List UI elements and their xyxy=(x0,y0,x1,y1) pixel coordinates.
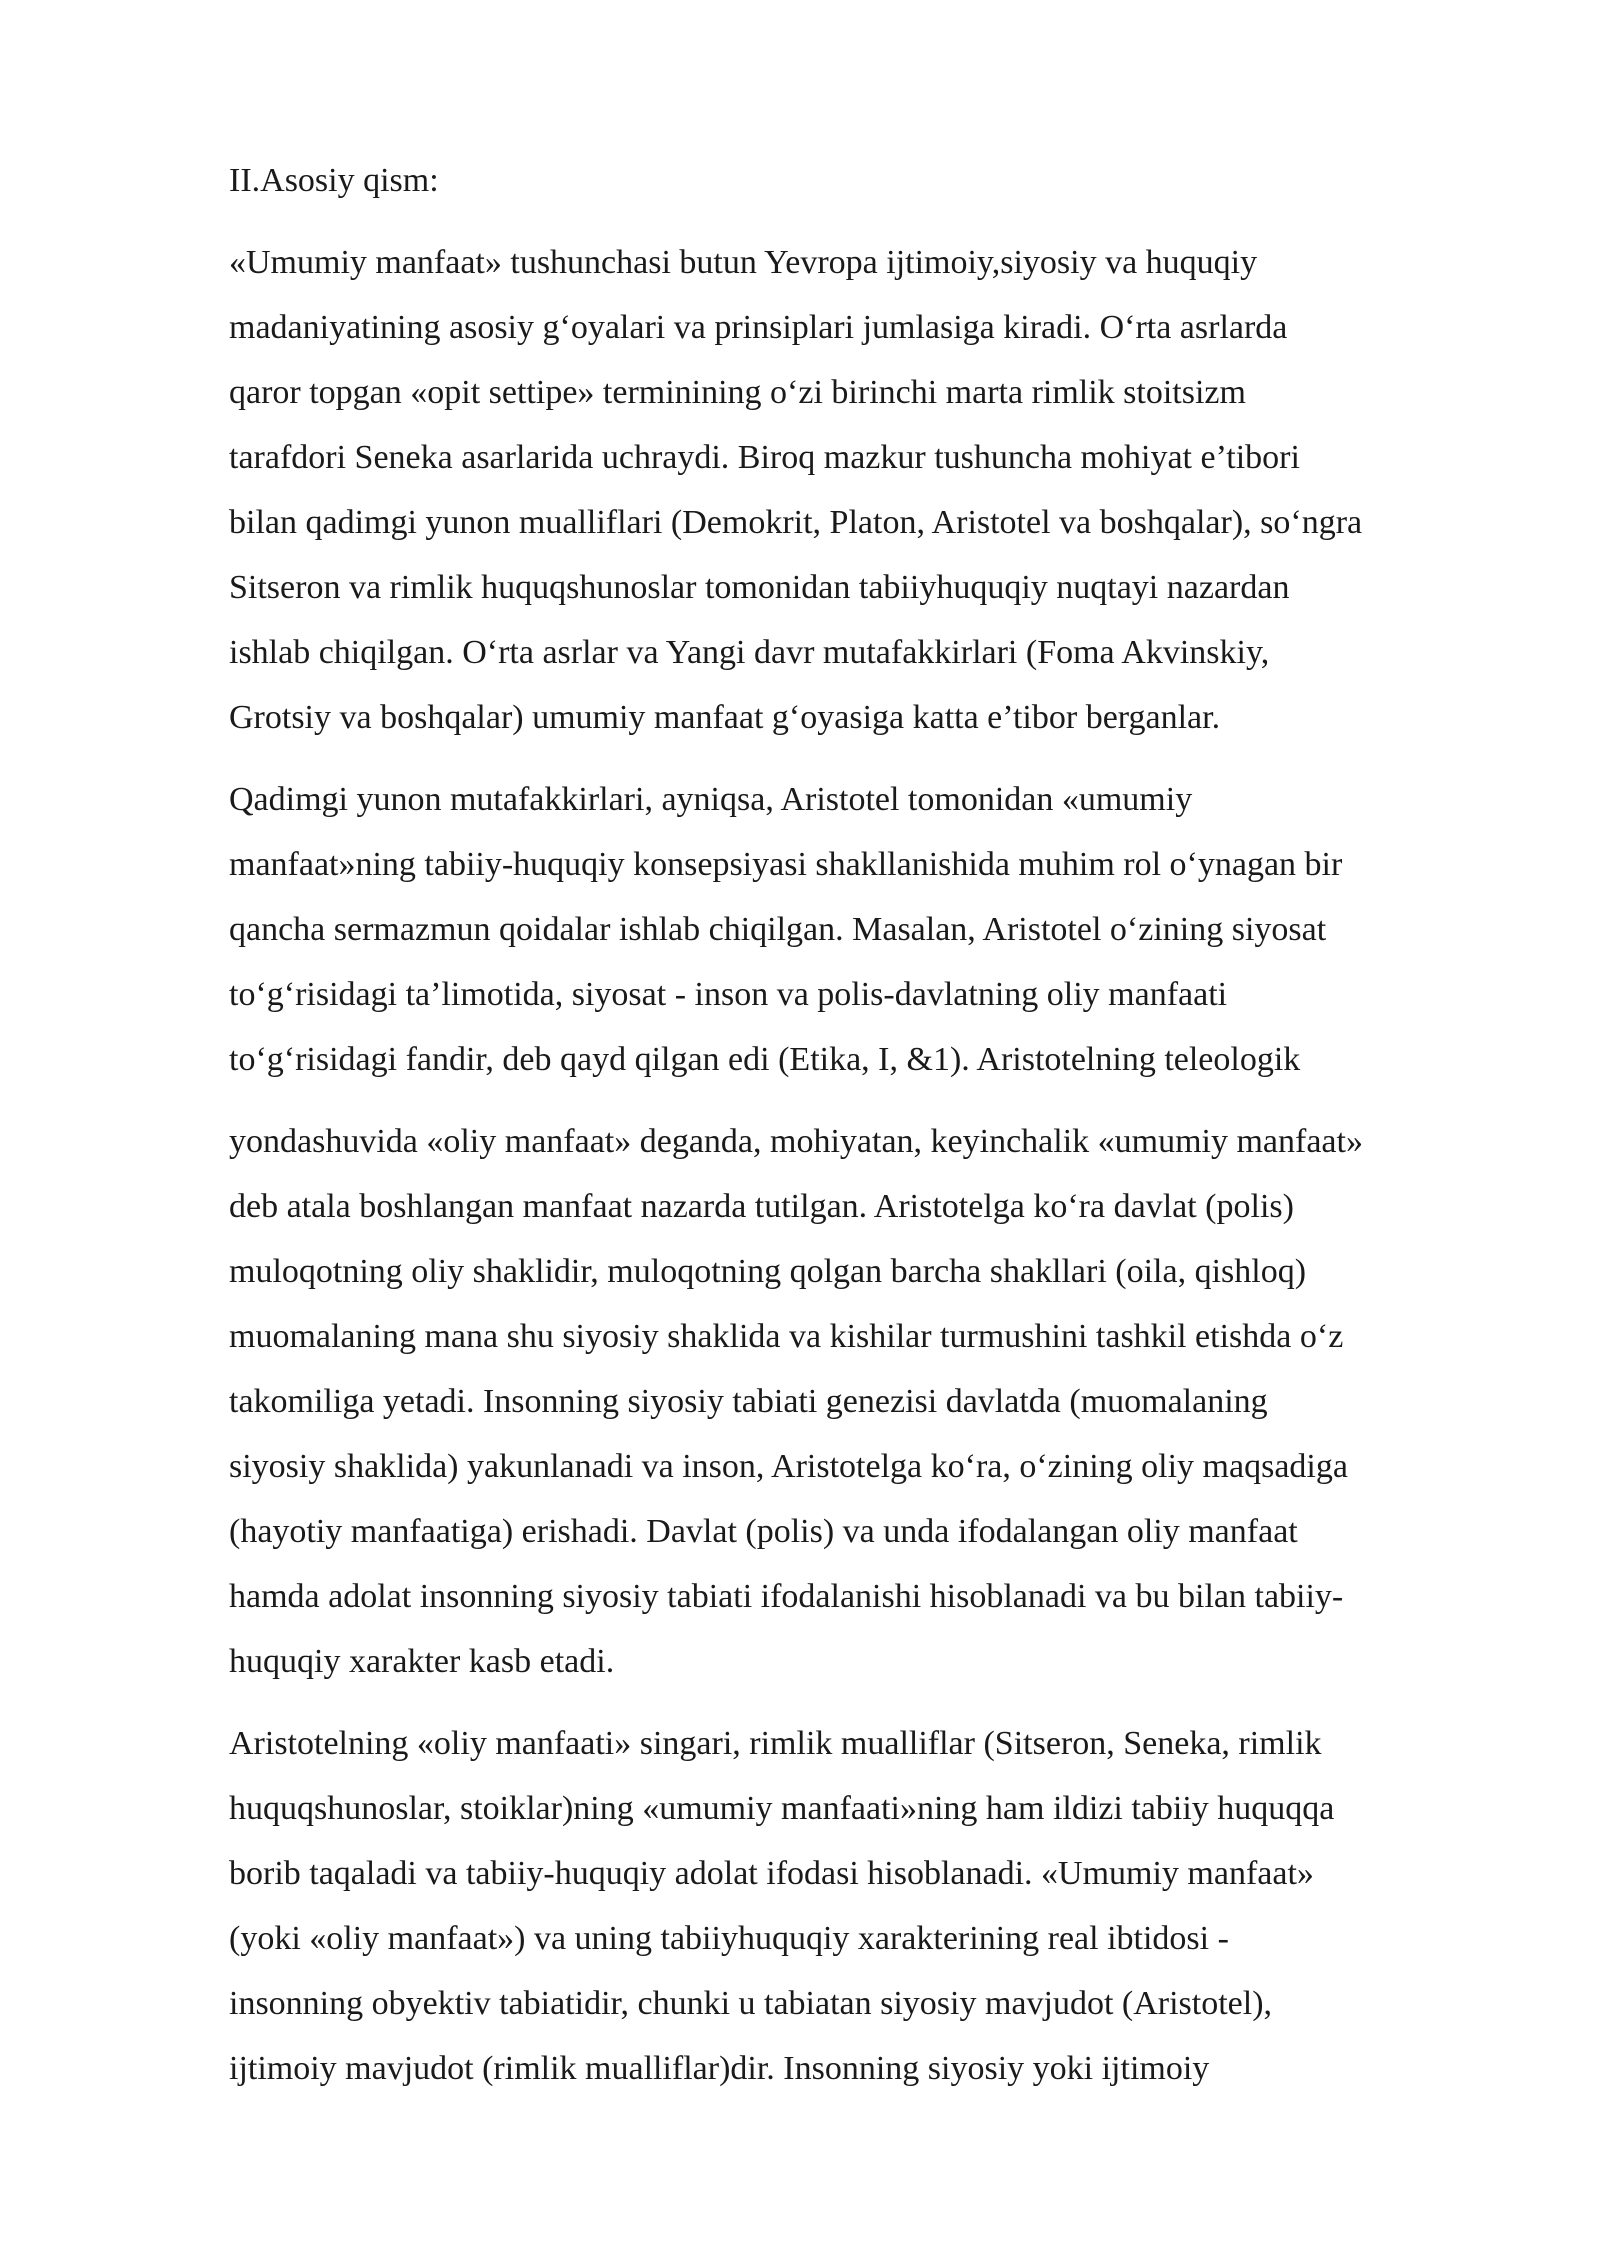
text-line: hamda adolat insonning siyosiy tabiati ifodalanishi hisoblanadi va bu bilan tabiiy- xyxy=(229,1578,1344,1615)
text-line: ijtimoiy mavjudot (rimlik mualliflar)dir. Insonning siyosiy yoki ijtimoiy xyxy=(229,2050,1210,2087)
section-heading: II.Asosiy qism: xyxy=(229,162,439,199)
text-line: deb atala boshlangan manfaat nazarda tutilgan. Aristotelga ko‘ra davlat (polis) xyxy=(229,1188,1294,1225)
text-line: manfaat»ning tabiiy-huquqiy konsepsiyasi shakllanishida muhim rol o‘ynagan bir xyxy=(229,846,1343,883)
text-line: takomiliga yetadi. Insonning siyosiy tabiati genezisi davlatda (muomalaning xyxy=(229,1383,1268,1420)
text-line: «Umumiy manfaat» tushunchasi butun Yevropa ijtimoiy,siyosiy va huquqiy xyxy=(229,244,1258,281)
text-line: Aristotelning «oliy manfaati» singari, rimlik mualliflar (Sitseron, Seneka, rimlik xyxy=(229,1725,1322,1762)
text-line: siyosiy shaklida) yakunlanadi va inson, Aristotelga ko‘ra, o‘zining oliy maqsadiga xyxy=(229,1448,1348,1485)
text-line: borib taqaladi va tabiiy-huquqiy adolat ifodasi hisoblanadi. «Umumiy manfaat» xyxy=(229,1855,1314,1892)
text-line: muomalaning mana shu siyosiy shaklida va kishilar turmushini tashkil etishda o‘z xyxy=(229,1318,1344,1355)
text-line: huquqiy xarakter kasb etadi. xyxy=(229,1643,615,1680)
document-body xyxy=(229,148,1489,2118)
paragraph-2 xyxy=(229,767,1489,1092)
text-line: (yoki «oliy manfaat») va uning tabiiyhuquqiy xarakterining real ibtidosi - xyxy=(229,1920,1229,1957)
text-line: ishlab chiqilgan. O‘rta asrlar va Yangi davr mutafakkirlari (Foma Akvinskiy, xyxy=(229,634,1270,671)
text-line: bilan qadimgi yunon mualliflari (Demokrit, Platon, Aristotel va boshqalar), so‘ngra xyxy=(229,504,1363,541)
text-line: to‘g‘risidagi fandir, deb qayd qilgan edi (Etika, I, &1). Aristotelning teleologik xyxy=(229,1041,1301,1078)
text-line: qancha sermazmun qoidalar ishlab chiqilgan. Masalan, Aristotel o‘zining siyosat xyxy=(229,911,1327,948)
text-line: insonning obyektiv tabiatidir, chunki u tabiatan siyosiy mavjudot (Aristotel), xyxy=(229,1985,1273,2022)
text-line: yondashuvida «oliy manfaat» deganda, mohiyatan, keyinchalik «umumiy manfaat» xyxy=(229,1123,1363,1160)
text-line: Grotsiy va boshqalar) umumiy manfaat g‘oyasiga katta e’tibor berganlar. xyxy=(229,699,1221,736)
text-line: muloqotning oliy shaklidir, muloqotning qolgan barcha shakllari (oila, qishloq) xyxy=(229,1253,1307,1290)
text-line: to‘g‘risidagi ta’limotida, siyosat - inson va polis-davlatning oliy manfaati xyxy=(229,976,1228,1013)
text-line: Qadimgi yunon mutafakkirlari, ayniqsa, Aristotel tomonidan «umumiy xyxy=(229,781,1193,818)
text-line: huquqshunoslar, stoiklar)ning «umumiy manfaati»ning ham ildizi tabiiy huquqqa xyxy=(229,1790,1335,1827)
text-line: madaniyatining asosiy g‘oyalari va prinsiplari jumlasiga kiradi. O‘rta asrlarda xyxy=(229,309,1288,346)
paragraph-3 xyxy=(229,1109,1489,1694)
paragraph-1 xyxy=(229,230,1489,750)
text-line: tarafdori Seneka asarlarida uchraydi. Biroq mazkur tushuncha mohiyat e’tibori xyxy=(229,439,1300,476)
text-line: qaror topgan «opit settipe» terminining o‘zi birinchi marta rimlik stoitsizm xyxy=(229,374,1246,411)
text-line: Sitseron va rimlik huquqshunoslar tomonidan tabiiyhuquqiy nuqtayi nazardan xyxy=(229,569,1290,606)
paragraph-4 xyxy=(229,1711,1489,2101)
text-line: (hayotiy manfaatiga) erishadi. Davlat (polis) va unda ifodalangan oliy manfaat xyxy=(229,1513,1298,1550)
